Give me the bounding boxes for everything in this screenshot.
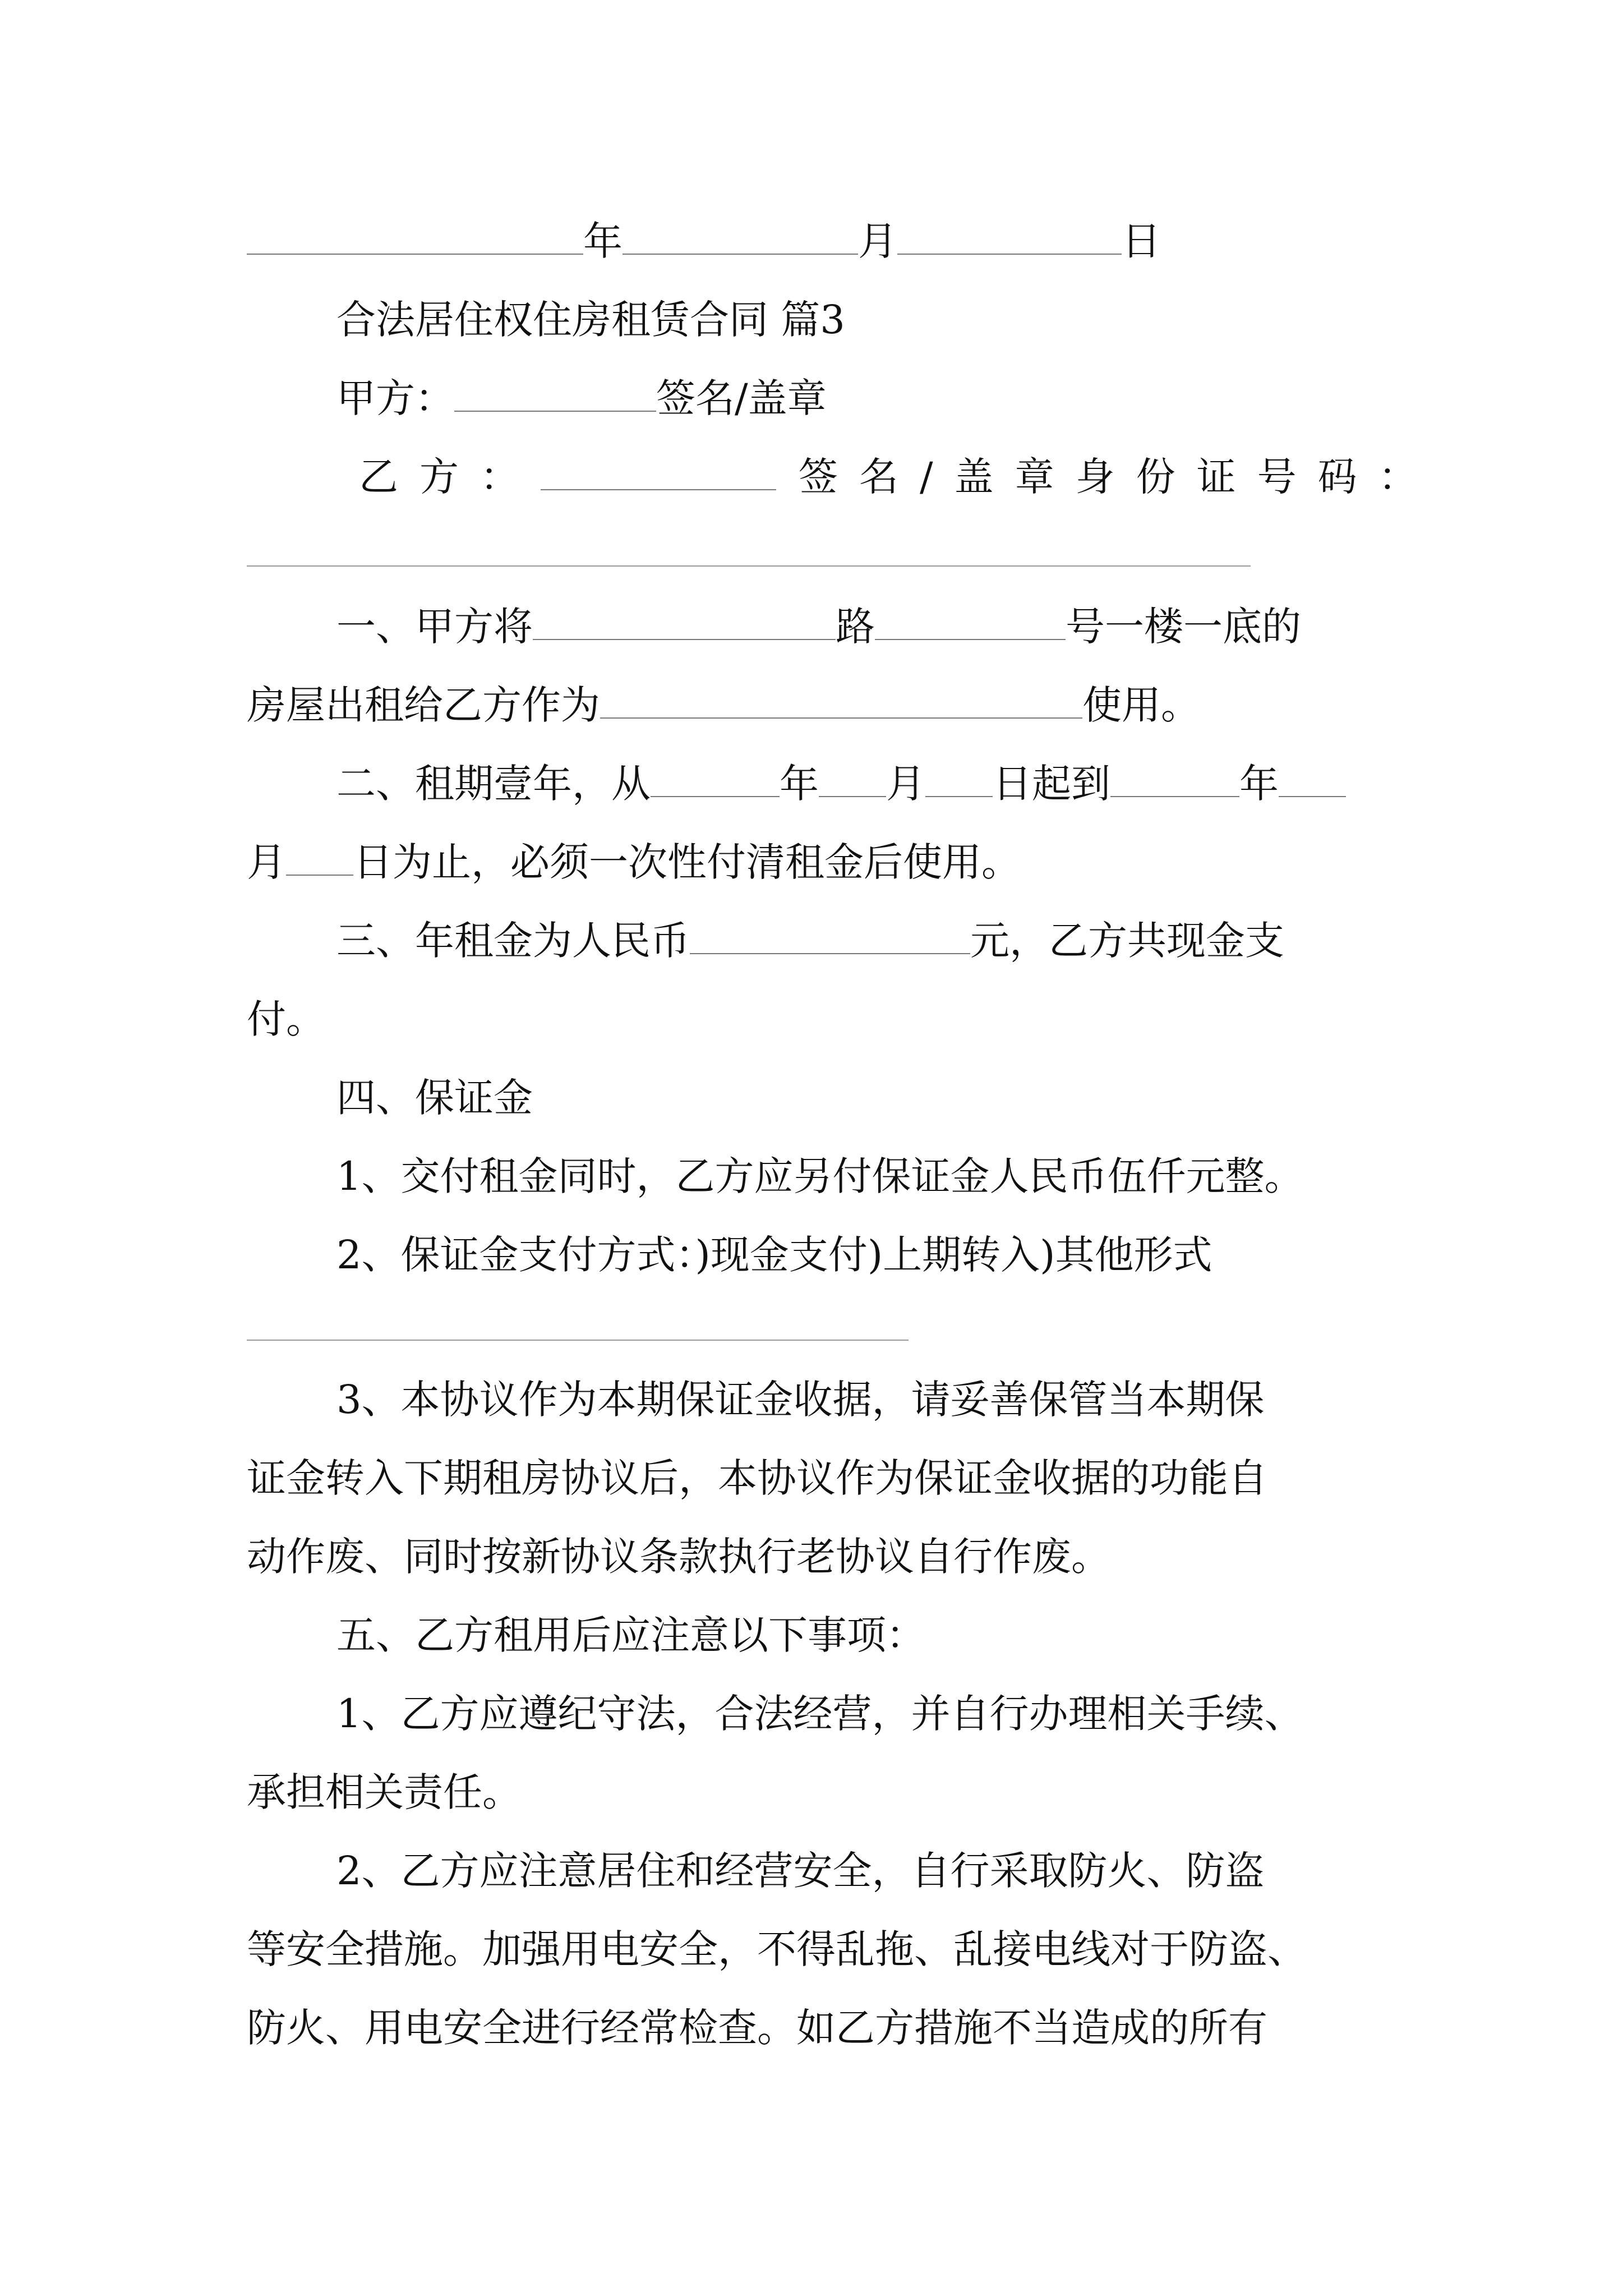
day-label: 日	[1122, 218, 1161, 264]
clause2-blank-m2a	[1279, 761, 1346, 797]
clause1-text4: 房屋出租给乙方作为	[247, 682, 600, 728]
clause1-blank-number	[875, 604, 1066, 640]
contract-title: 合法居住权住房租赁合同 篇3	[336, 297, 845, 343]
party-a-sign: 签名/盖章	[656, 375, 827, 421]
party-a-line	[247, 373, 1481, 424]
party-b-blank	[541, 454, 776, 490]
party-b-sign: 签名/盖章身份证号码：	[799, 454, 1439, 500]
clause2-blank-m1	[819, 761, 886, 797]
clause2-line2	[247, 837, 1391, 887]
blank-month	[623, 219, 858, 255]
clause4-heading: 四、保证金	[336, 1075, 533, 1121]
year-label: 年	[583, 218, 623, 264]
clause1-line2	[247, 680, 1391, 730]
clause2-blank-d2	[286, 840, 353, 876]
clause2-d1: 日起到	[993, 761, 1110, 807]
clause5-heading: 五、乙方租用后应注意以下事项：	[336, 1612, 925, 1658]
party-a-label: 甲方：	[336, 375, 454, 421]
date-line	[247, 216, 1391, 266]
clause2-blank-y2	[1110, 761, 1239, 797]
clause5-item2-line2: 等安全措施。加强用电安全，不得乱拖、乱接电线对于防盗、	[247, 1926, 1307, 1972]
party-b-line	[247, 452, 1503, 502]
clause2-m2: 月	[247, 839, 286, 885]
clause2-blank-d1	[925, 761, 993, 797]
clause4-item3-line3: 动作废、同时按新协议条款执行老协议自行作废。	[247, 1534, 1110, 1580]
party-b-label: 乙方：	[359, 454, 541, 500]
blank-day	[897, 219, 1122, 255]
clause4-item2: 2、保证金支付方式：)现金支付)上期转入)其他形式	[336, 1232, 1212, 1278]
clause3-text2: 元，乙方共现金支	[970, 918, 1284, 964]
clause2-d2: 日为止，必须一次性付清租金后使用。	[353, 839, 1021, 885]
clause1-text1: 一、甲方将	[336, 604, 533, 650]
clause3-blank-amount	[690, 918, 970, 954]
party-a-blank	[454, 376, 656, 412]
id-number-rule	[247, 565, 1251, 567]
clause2-text1: 二、租期壹年，从	[336, 761, 651, 807]
clause3-text1: 三、年租金为人民币	[336, 918, 690, 964]
clause1-text5: 使用。	[1082, 682, 1200, 728]
clause4-item3-line2: 证金转入下期租房协议后，本协议作为保证金收据的功能自	[247, 1455, 1267, 1501]
payment-form-rule	[247, 1340, 909, 1341]
clause4-item3-line1: 3、本协议作为本期保证金收据，请妥善保管当本期保	[336, 1377, 1265, 1423]
clause2-m1: 月	[886, 761, 925, 807]
clause5-item1-line2: 承担相关责任。	[247, 1769, 522, 1815]
clause5-item2-line3: 防火、用电安全进行经常检查。如乙方措施不当造成的所有	[247, 2005, 1267, 2051]
clause1-text3: 号一楼一底的	[1066, 604, 1301, 650]
clause4-item1: 1、交付租金同时，乙方应另付保证金人民币伍仟元整。	[336, 1153, 1304, 1199]
clause2-y2: 年	[1239, 761, 1279, 807]
clause1-blank-use	[600, 683, 1082, 719]
clause1-blank-road	[533, 604, 836, 640]
clause5-item2-line1: 2、乙方应注意居住和经营安全，自行采取防火、防盗	[336, 1848, 1265, 1894]
clause3-line2: 付。	[247, 996, 325, 1042]
clause1-text2: 路	[836, 604, 875, 650]
month-label: 月	[858, 218, 897, 264]
clause2-blank-y1	[651, 761, 780, 797]
clause5-item1-line1: 1、乙方应遵纪守法，合法经营，并自行办理相关手续、	[336, 1691, 1304, 1737]
clause2-line1	[247, 758, 1481, 809]
clause3-line1	[247, 915, 1481, 966]
clause2-y1: 年	[780, 761, 819, 807]
blank-year	[247, 219, 583, 255]
clause1-line1	[247, 601, 1481, 652]
